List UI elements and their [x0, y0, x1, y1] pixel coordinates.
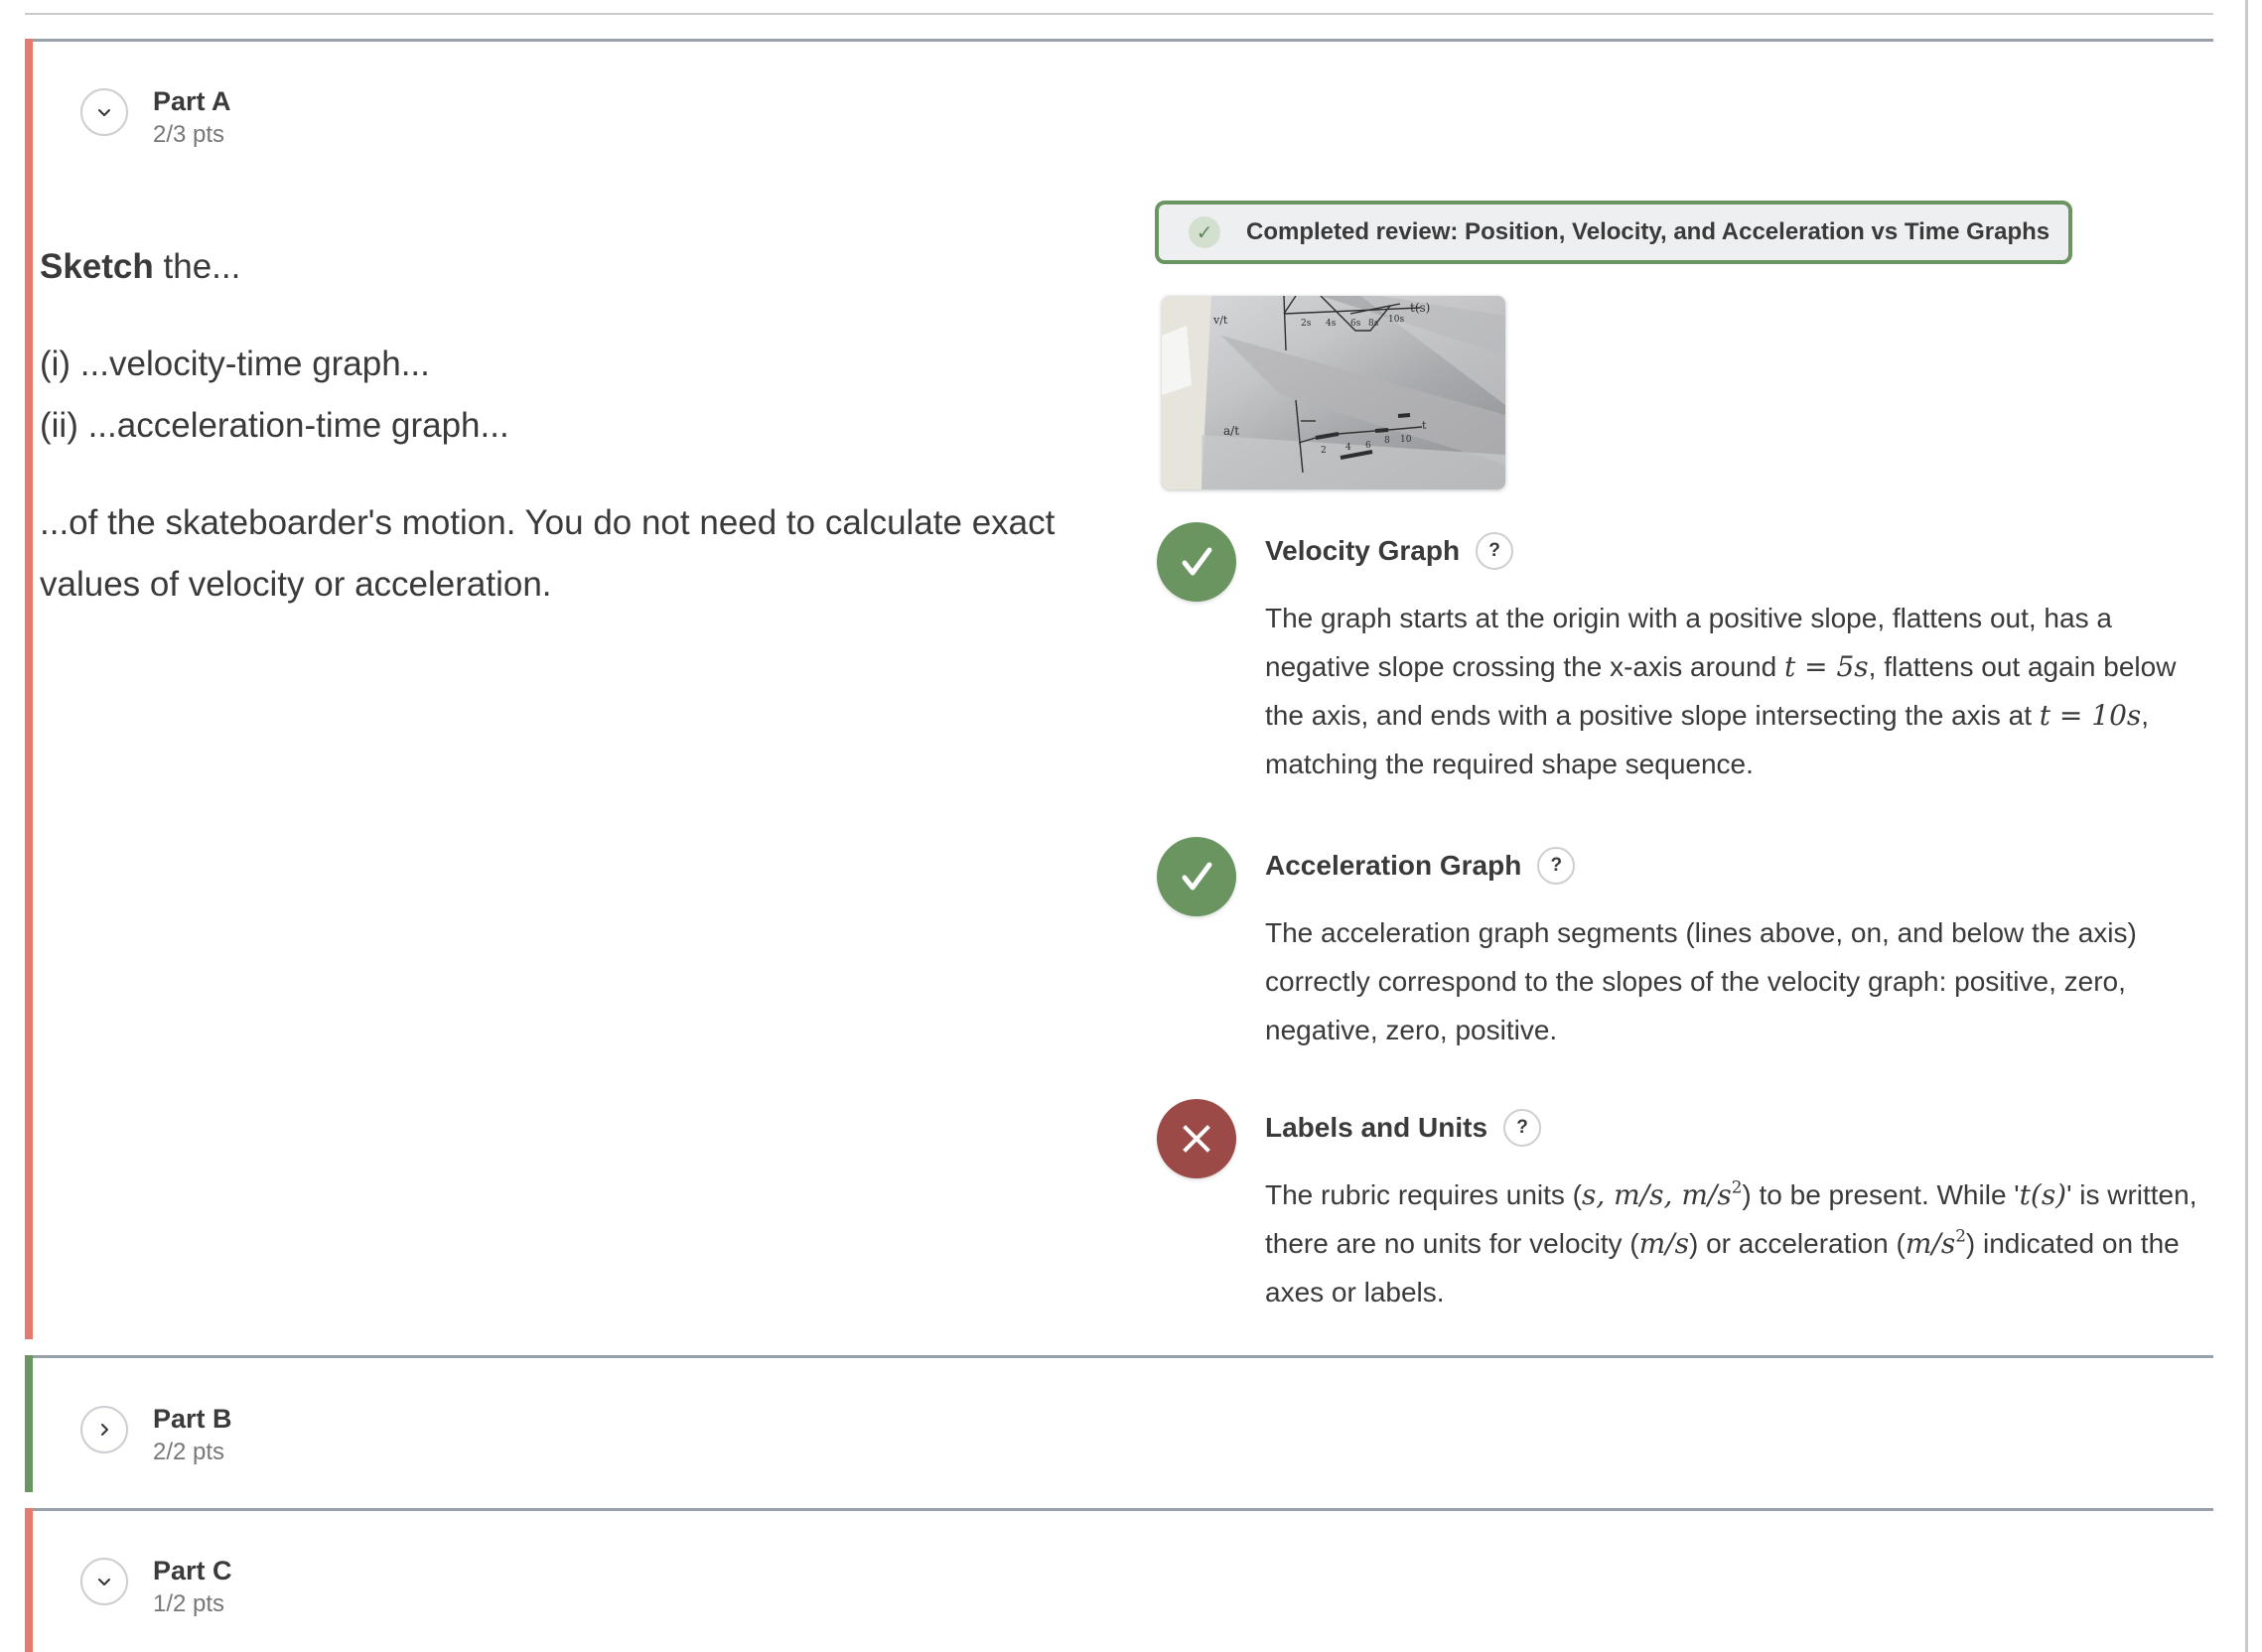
prompt-tail: ...of the skateboarder's motion. You do not need to calculate exact values of velocity or acceleration.: [40, 503, 1056, 604]
chevron-right-icon: [95, 1421, 113, 1439]
criterion-acceleration-graph: [1157, 837, 2219, 1055]
question-prompt: [40, 236, 1112, 616]
part-a-header[interactable]: [80, 84, 231, 150]
criterion-pass-status: [1157, 522, 1236, 602]
help-icon[interactable]: ?: [1476, 532, 1513, 570]
math-text: m/s: [1905, 1227, 1956, 1260]
x-icon: [1177, 1119, 1216, 1159]
criterion-title: Velocity Graph: [1265, 535, 1461, 566]
svg-text:6: 6: [1365, 441, 1371, 451]
part-c-collapse-toggle[interactable]: [80, 1558, 128, 1605]
feedback-text: The acceleration graph segments (lines above, on, and below the axis) correctly correspond to the slopes of the velocity graph: positive, zero, negative, zero, positive.: [1265, 917, 2137, 1045]
prompt-item-ii: (ii) ...acceleration-time graph...: [40, 406, 509, 445]
part-a-collapse-toggle[interactable]: [80, 88, 128, 136]
scrollbar-track[interactable]: [2245, 0, 2248, 1652]
criterion-fail-status: [1157, 1099, 1236, 1178]
check-icon: [1177, 542, 1216, 582]
criterion-labels-and-units: [1157, 1099, 2219, 1327]
section-divider: [25, 1355, 2213, 1358]
chevron-down-icon: [95, 1573, 113, 1590]
part-title: Part C: [153, 1556, 232, 1585]
math-superscript: 2: [1731, 1176, 1743, 1197]
svg-text:t: t: [1422, 419, 1427, 432]
criterion-feedback: [1265, 908, 2213, 1054]
math-expression: t(s): [2019, 1178, 2067, 1211]
partial-score-accent-bar: [25, 39, 33, 1339]
part-b-expand-toggle[interactable]: [80, 1406, 128, 1453]
top-divider: [25, 13, 2213, 15]
help-icon[interactable]: ?: [1503, 1109, 1541, 1147]
criterion-feedback: [1265, 1170, 2213, 1316]
part-b-section: [25, 1355, 2213, 1492]
check-icon: [1177, 857, 1216, 896]
svg-text:6s: 6s: [1350, 319, 1361, 329]
svg-text:4s: 4s: [1326, 319, 1337, 329]
prompt-lead-bold: Sketch: [40, 247, 154, 286]
math-expression: [1582, 1178, 1742, 1211]
part-score: 2/2 pts: [153, 1439, 225, 1465]
svg-text:a/t: a/t: [1223, 424, 1240, 438]
help-icon[interactable]: ?: [1537, 847, 1575, 885]
part-c-section: [25, 1508, 2213, 1652]
prompt-lead: [40, 236, 1112, 298]
feedback-text: ) or acceleration (: [1688, 1228, 1906, 1259]
svg-text:t(s): t(s): [1410, 301, 1431, 315]
section-divider: [25, 39, 2213, 42]
part-title: Part A: [153, 86, 231, 116]
criterion-pass-status: [1157, 837, 1236, 916]
svg-text:v/t: v/t: [1213, 314, 1228, 327]
math-text: s, m/s, m/s: [1582, 1178, 1732, 1211]
svg-text:4: 4: [1345, 443, 1351, 453]
prompt-item-i: (i) ...velocity-time graph...: [40, 344, 430, 383]
feedback-text: , matching the required shape sequence.: [1265, 700, 2150, 779]
svg-text:2s: 2s: [1301, 319, 1312, 329]
feedback-text: ' is written, there are no units for velocity (: [1265, 1179, 2197, 1259]
section-divider: [25, 1508, 2213, 1511]
math-superscript: 2: [1955, 1225, 1966, 1246]
criterion-title: Acceleration Graph: [1265, 850, 1522, 881]
feedback-text: ) to be present. While ': [1742, 1179, 2020, 1210]
review-status-label: Completed review: Position, Velocity, and Acceleration vs Time Graphs: [1246, 218, 2050, 245]
part-title: Part B: [153, 1404, 232, 1434]
part-score: 1/2 pts: [153, 1590, 225, 1617]
criterion-title: Labels and Units: [1265, 1112, 1488, 1143]
review-status-badge: [1155, 201, 2072, 264]
feedback-text: The rubric requires units (: [1265, 1179, 1583, 1210]
math-expression: [1906, 1227, 1966, 1260]
chevron-down-icon: [95, 103, 113, 121]
submission-thumbnail[interactable]: [1162, 296, 1505, 489]
criterion-feedback: [1265, 594, 2213, 788]
part-b-header[interactable]: [80, 1402, 232, 1467]
submission-photo-image: [1162, 296, 1505, 489]
math-expression: t = 5s: [1783, 650, 1869, 683]
svg-text:10s: 10s: [1388, 315, 1405, 325]
svg-text:8s: 8s: [1368, 319, 1379, 329]
part-score: 2/3 pts: [153, 121, 225, 148]
svg-text:8: 8: [1384, 436, 1390, 446]
svg-text:10: 10: [1400, 435, 1412, 445]
partial-score-accent-bar: [25, 1508, 33, 1652]
feedback-text: The graph starts at the origin with a positive slope, flattens out, has a negative slope crossing the x-axis around: [1265, 603, 2112, 682]
full-score-accent-bar: [25, 1355, 33, 1492]
math-expression: m/s: [1638, 1227, 1689, 1260]
math-expression: t = 10s: [2039, 699, 2142, 732]
part-c-header[interactable]: [80, 1554, 232, 1619]
prompt-lead-rest: the...: [153, 247, 241, 286]
svg-text:2: 2: [1321, 446, 1327, 456]
feedback-text: ) indicated on the axes or labels.: [1265, 1228, 2180, 1308]
check-icon: ✓: [1189, 216, 1220, 248]
criterion-velocity-graph: [1157, 522, 2219, 780]
feedback-text: , flattens out again below the axis, and ends with a positive slope intersecting the axis at: [1265, 651, 2177, 731]
